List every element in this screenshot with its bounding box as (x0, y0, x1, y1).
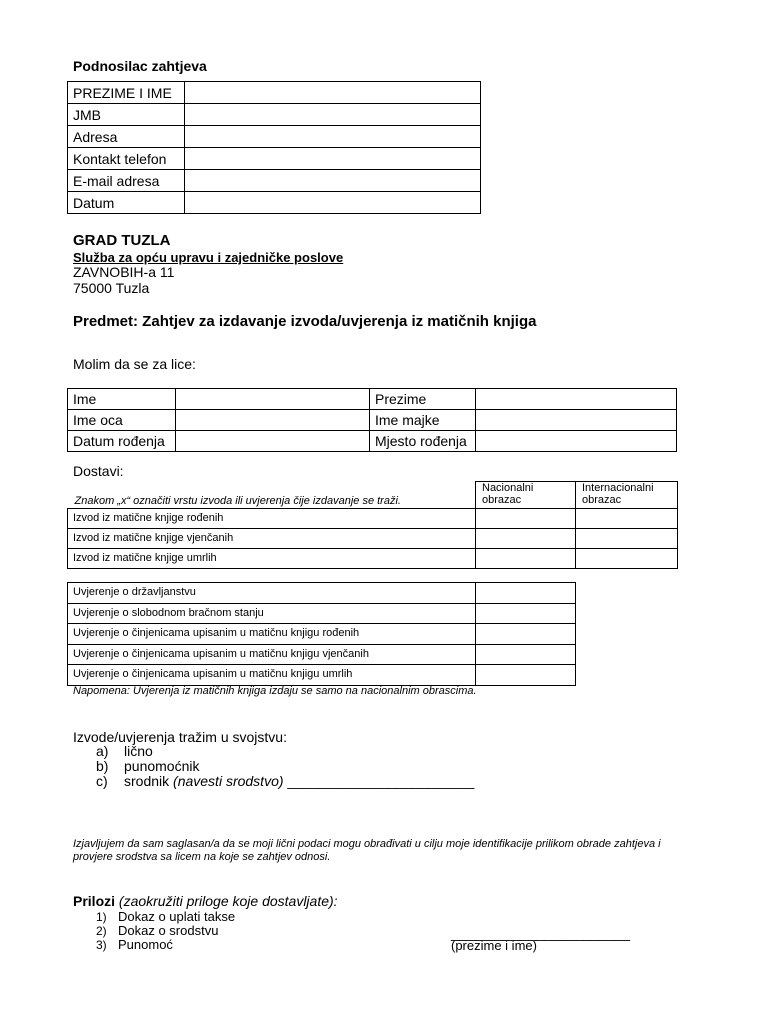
applicant-table (67, 81, 481, 214)
option-marker: b) (96, 758, 109, 774)
izvod-instruction: Znakom „x“ označiti vrstu izvoda ili uvjerenja čije izdavanje se traži. (68, 482, 476, 509)
izvod-national-checkbox[interactable] (476, 549, 576, 569)
table-row (68, 192, 481, 214)
person-birth-date-cell[interactable] (176, 431, 370, 452)
applicant-label: Kontakt telefon (68, 148, 185, 170)
table-row (68, 644, 576, 665)
attachment-item[interactable] (96, 909, 235, 924)
col-international-header: Internacionalni obrazac (576, 482, 678, 509)
applicant-phone-cell[interactable] (185, 148, 481, 170)
table-row (68, 126, 481, 148)
person-birth-place-cell[interactable] (476, 431, 677, 452)
izvod-international-checkbox[interactable] (576, 549, 678, 569)
table-row (68, 509, 678, 529)
uvjerenje-note: Napomena: Uvjerenja iz matičnih knjiga izdaju se samo na nacionalnim obrascima. (73, 685, 477, 697)
uvjerenje-row-label: Uvjerenje o činjenicama upisanim u matičnu knjigu rođenih (68, 624, 476, 645)
applicant-name-cell[interactable] (185, 82, 481, 104)
person-last-name-cell[interactable] (476, 389, 677, 410)
person-label: Ime (68, 389, 176, 410)
table-row (68, 148, 481, 170)
uvjerenje-row-label: Uvjerenje o državljanstvu (68, 583, 476, 604)
applicant-label: Datum (68, 192, 185, 214)
attachment-item[interactable] (96, 923, 218, 938)
table-row (68, 529, 678, 549)
izvod-national-checkbox[interactable] (476, 509, 576, 529)
attachment-item[interactable] (96, 937, 173, 952)
uvjerenje-row-label: Uvjerenje o činjenicama upisanim u matičnu knjigu umrlih (68, 665, 476, 686)
signature-line[interactable]: _______________________ (451, 925, 631, 941)
izvod-international-checkbox[interactable] (576, 529, 678, 549)
izvod-row-label: Izvod iz matične knjige vjenčanih (68, 529, 476, 549)
recipient-city: GRAD TUZLA (73, 232, 171, 249)
attachments-heading (73, 893, 338, 909)
izvod-row-label: Izvod iz matične knjige umrlih (68, 549, 476, 569)
attachment-marker: 3) (96, 938, 107, 952)
table-row (68, 410, 677, 431)
uvjerenje-checkbox[interactable] (476, 624, 576, 645)
table-row (68, 170, 481, 192)
attachment-label: Dokaz o uplati takse (118, 909, 236, 924)
table-row (68, 389, 677, 410)
attachment-label: Dokaz o srodstvu (118, 923, 219, 938)
attachment-marker: 2) (96, 924, 107, 938)
person-first-name-cell[interactable] (176, 389, 370, 410)
izvod-international-checkbox[interactable] (576, 509, 678, 529)
applicant-date-cell[interactable] (185, 192, 481, 214)
recipient-street: ZAVNOBIH-a 11 (73, 264, 175, 280)
uvjerenje-row-label: Uvjerenje o činjenicama upisanim u matičnu knjigu vjenčanih (68, 644, 476, 665)
person-mother-name-cell[interactable] (476, 410, 677, 431)
option-label: srodnik (124, 773, 170, 789)
table-row (68, 431, 677, 452)
table-row (68, 82, 481, 104)
option-marker: c) (96, 773, 108, 789)
applicant-email-cell[interactable] (185, 170, 481, 192)
capacity-title: Izvode/uvjerenja tražim u svojstvu: (73, 729, 287, 745)
table-row (68, 549, 678, 569)
applicant-label: PREZIME I IME (68, 82, 185, 104)
option-label: punomoćnik (124, 758, 200, 774)
uvjerenje-checkbox[interactable] (476, 583, 576, 604)
person-label: Datum rođenja (68, 431, 176, 452)
applicant-jmb-cell[interactable] (185, 104, 481, 126)
applicant-label: Adresa (68, 126, 185, 148)
deliver-label: Dostavi: (73, 463, 124, 479)
izvod-table (67, 481, 678, 569)
option-hint: (navesti srodstvo) (173, 773, 284, 789)
uvjerenje-checkbox[interactable] (476, 665, 576, 686)
person-father-name-cell[interactable] (176, 410, 370, 431)
table-row (68, 603, 576, 624)
applicant-title: Podnosilac zahtjeva (73, 58, 207, 74)
izvod-row-label: Izvod iz matične knjige rođenih (68, 509, 476, 529)
uvjerenje-row-label: Uvjerenje o slobodnom bračnom stanju (68, 603, 476, 624)
uvjerenje-checkbox[interactable] (476, 644, 576, 665)
recipient-service: Služba za opću upravu i zajedničke poslove (73, 250, 344, 265)
attachment-marker: 1) (96, 910, 107, 924)
option-marker: a) (96, 743, 109, 759)
consent-statement: Izjavljujem da sam saglasan/a da se moji lični podaci mogu obrađivati u cilju moje identifikacije prilikom obrade zahtjeva i provjere srodstva sa licem na koje se zahtjev odnosi. (73, 838, 661, 863)
person-label: Prezime (370, 389, 476, 410)
signature-label: (prezime i ime) (451, 938, 537, 953)
applicant-label: E-mail adresa (68, 170, 185, 192)
attachments-hint: (zaokružiti priloge koje dostavljate): (118, 893, 338, 909)
option-label: lično (124, 743, 153, 759)
table-row (68, 624, 576, 645)
recipient-postal: 75000 Tuzla (73, 280, 150, 296)
person-label: Mjesto rođenja (370, 431, 476, 452)
table-row (68, 583, 576, 604)
capacity-option-relative[interactable] (96, 773, 474, 789)
person-label: Ime majke (370, 410, 476, 431)
izvod-national-checkbox[interactable] (476, 529, 576, 549)
request-intro: Molim da se za lice: (73, 356, 196, 372)
person-table (67, 388, 677, 452)
col-national-header: Nacionalni obrazac (476, 482, 576, 509)
table-row (68, 482, 678, 509)
attachment-label: Punomoć (118, 937, 173, 952)
table-row (68, 665, 576, 686)
capacity-option-personal[interactable] (96, 743, 153, 759)
subject-heading: Predmet: Zahtjev za izdavanje izvoda/uvjerenja iz matičnih knjiga (73, 313, 537, 330)
capacity-option-proxy[interactable] (96, 758, 200, 774)
table-row (68, 104, 481, 126)
applicant-label: JMB (68, 104, 185, 126)
relation-line[interactable]: ________________________ (287, 773, 475, 789)
uvjerenje-checkbox[interactable] (476, 603, 576, 624)
attachments-title: Prilozi (73, 893, 116, 909)
person-label: Ime oca (68, 410, 176, 431)
uvjerenje-table (67, 582, 576, 686)
applicant-address-cell[interactable] (185, 126, 481, 148)
